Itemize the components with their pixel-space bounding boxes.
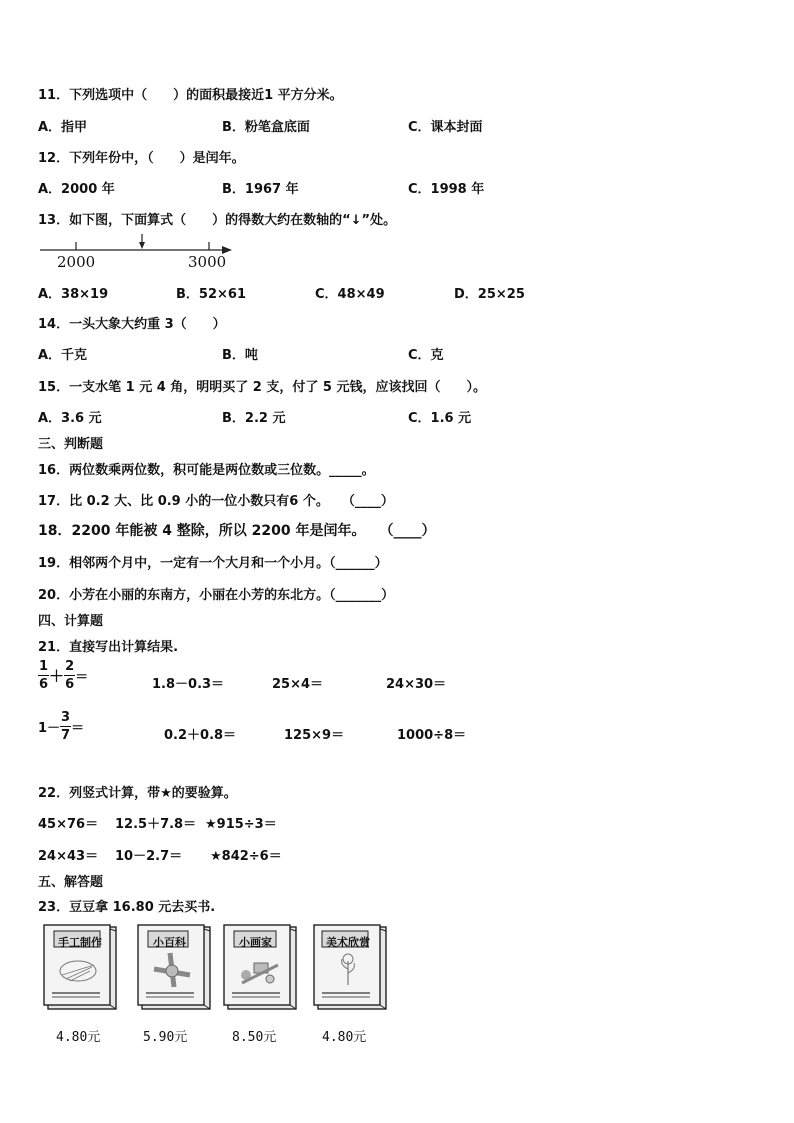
book-price: 4.80元: [56, 1030, 101, 1045]
q21-fraction-difference: [38, 711, 84, 742]
q21-item: 25×4＝: [272, 677, 324, 692]
q11-option-a: A．指甲: [38, 120, 88, 135]
q11-stem: 11．下列选项中（ ）的面积最接近1 平方分米。: [38, 88, 343, 103]
book-title: 小画家: [239, 936, 272, 949]
equals-sign: ＝: [71, 721, 85, 736]
q13-option-a: A．38×19: [38, 287, 109, 302]
q21-item: 1.8－0.3＝: [152, 677, 225, 692]
book-price: 4.80元: [322, 1030, 367, 1045]
fraction-two-sixths: [64, 660, 75, 691]
fraction-one-sixth: [38, 660, 49, 691]
fraction-denominator: 6: [65, 677, 75, 692]
q14-option-a: A．千克: [38, 348, 88, 363]
axis-label-2000: 2000: [57, 253, 96, 271]
fraction-numerator: 3: [61, 710, 71, 725]
book-title: 美术欣赏: [326, 936, 370, 949]
q20-stem: 20．小芳在小丽的东南方，小丽在小芳的东北方。（_______）: [38, 588, 395, 603]
down-arrow-head: [139, 242, 145, 249]
book-price: 5.90元: [143, 1030, 188, 1045]
q21-item: 1000÷8＝: [397, 728, 467, 743]
q12-option-a: A．2000 年: [38, 182, 115, 197]
q12-option-b: B．1967 年: [222, 182, 299, 197]
q19-stem: 19．相邻两个月中，一定有一个大月和一个小月。（______）: [38, 556, 388, 571]
q21-item: 0.2＋0.8＝: [164, 728, 237, 743]
book-price: 8.50元: [232, 1030, 277, 1045]
q15-option-a: A．3.6 元: [38, 411, 102, 426]
section-calculation-heading: 四、计算题: [38, 614, 104, 629]
q15-option-b: B．2.2 元: [222, 411, 286, 426]
q12-stem: 12．下列年份中，（ ）是闰年。: [38, 151, 245, 166]
q15-stem: 15．一支水笔 1 元 4 角，明明买了 2 支，付了 5 元钱，应该找回（ ）。: [38, 380, 486, 395]
q23-stem: 23．豆豆拿 16.80 元去买书.: [38, 900, 216, 915]
q18-stem: 18．2200 年能被 4 整除，所以 2200 年是闰年。 （____）: [38, 523, 436, 539]
q11-option-c: C．课本封面: [408, 120, 483, 135]
fraction-numerator: 1: [39, 659, 49, 674]
fraction-denominator: 7: [61, 728, 71, 743]
q13-option-d: D．25×25: [454, 287, 525, 302]
q22-item: 12.5＋7.8＝: [115, 817, 197, 832]
q21-fraction-sum: [38, 660, 88, 691]
q22-item: 10－2.7＝: [115, 849, 183, 864]
fraction-three-sevenths: [60, 711, 71, 742]
q22-item: 45×76＝: [38, 817, 99, 832]
book-title: 手工制作: [58, 936, 102, 949]
q22-item: ★842÷6＝: [210, 849, 282, 864]
q14-option-c: C．克: [408, 348, 444, 363]
book-title: 小百科: [153, 936, 186, 949]
fraction-numerator: 2: [65, 659, 75, 674]
equals-sign: ＝: [75, 670, 89, 685]
q21-item: 125×9＝: [284, 728, 345, 743]
axis-label-3000: 3000: [188, 253, 227, 271]
q21-stem: 21．直接写出计算结果.: [38, 640, 179, 655]
q13-option-c: C．48×49: [315, 287, 385, 302]
q15-option-c: C．1.6 元: [408, 411, 472, 426]
q13-option-b: B．52×61: [176, 287, 246, 302]
q22-item: 24×43＝: [38, 849, 99, 864]
q14-option-b: B．吨: [222, 348, 258, 363]
q16-stem: 16．两位数乘两位数，积可能是两位数或三位数。_____。: [38, 463, 375, 478]
q17-stem: 17．比 0.2 大、比 0.9 小的一位小数只有6 个。 （____）: [38, 494, 394, 509]
plus-sign: ＋: [49, 667, 65, 685]
q11-option-b: B．粉笔盒底面: [222, 120, 310, 135]
one-minus: 1－: [38, 721, 61, 736]
q14-stem: 14．一头大象大约重 3（ ）: [38, 317, 226, 332]
q22-stem: 22．列竖式计算，带★的要验算。: [38, 786, 237, 801]
q21-item: 24×30＝: [386, 677, 447, 692]
q13-stem: 13．如下图，下面算式（ ）的得数大约在数轴的“↓”处。: [38, 213, 397, 228]
section-word-problems-heading: 五、解答题: [38, 875, 104, 890]
q12-option-c: C．1998 年: [408, 182, 485, 197]
fraction-denominator: 6: [39, 677, 49, 692]
q22-item: ★915÷3＝: [205, 817, 277, 832]
section-true-false-heading: 三、判断题: [38, 437, 104, 452]
